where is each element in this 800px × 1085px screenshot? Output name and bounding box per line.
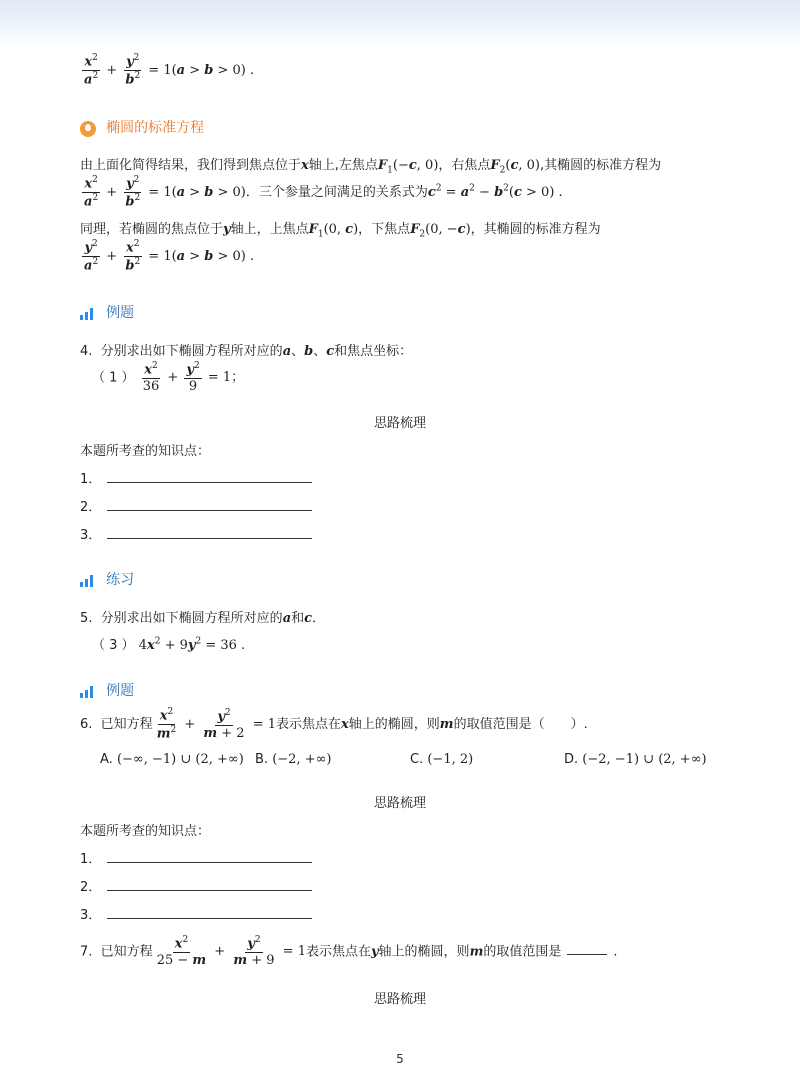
text: ，右焦点 [438,158,491,173]
example-label: 例题 [106,683,135,699]
text: 同理，若椭圆的焦点位于 [80,222,224,237]
option-c[interactable]: C. (−1, 2) [410,752,474,767]
option-b[interactable]: B. (−2, +∞) [255,752,332,767]
answer-line-1[interactable] [80,848,312,867]
option-letter: B. [255,752,269,767]
example-heading-1 [80,302,134,322]
question-6: 6. 已知方程 $\frac{x^2}{m^2}$ + $\frac{y^2}{m + 2}$ = 1表示焦点在x轴上的椭圆，则m的取值范围是（ ）. [80,707,588,742]
text: ．三个参量之间满足的关系式为 [245,184,428,200]
lightbulb-icon [80,121,96,137]
text: 轴上的椭圆，则 [378,944,470,960]
question-number: 6. [80,716,93,732]
text: 轴上,左焦点 [308,158,378,173]
text: ，其椭圆的标准方程为 [470,222,601,237]
answer-line-3[interactable] [80,904,312,923]
text: 轴上的椭圆，则 [348,716,440,732]
question-4-part-1: （ 1 ） $\frac{x^2}{36}$ + $\frac{y^2}{9}$ = 1； [92,361,245,394]
equation-ellipse-x: $\frac{x^2}{a^2}$ + $\frac{y^2}{b^2}$ = 1(a > b > 0) . [84,53,255,88]
option-a[interactable]: A. (−∞, −1) ∪ (2, +∞) [100,752,244,767]
question-5: 5. 分别求出如下椭圆方程所对应的a和c． [80,611,326,626]
example-heading-2 [80,680,134,700]
bar-chart-icon [80,686,96,698]
practice-heading [80,569,134,589]
question-number: 4. [80,344,93,359]
option-d[interactable]: D. (−2, −1) ∪ (2, +∞) [564,752,707,767]
text: 表示焦点在 [276,716,342,732]
text: 分别求出如下椭圆方程所对应的 [100,344,283,359]
thinking-title-2: 思路梳理 [373,796,426,811]
text: 已知方程 [100,716,153,732]
equation-ellipse-y: $\frac{y^2}{a^2}$ + $\frac{x^2}{b^2}$ = 1(a > b > 0) . [84,239,255,274]
practice-label: 练习 [106,572,135,588]
bar-chart-icon [80,308,96,320]
sub-label: （ 1 ） [92,370,135,386]
answer-line-2[interactable] [80,876,312,895]
line-number: 2． [80,500,102,515]
knowledge-label-1: 本题所考查的知识点： [80,444,211,459]
question-7: 7. 已知方程 $\frac{x^2}{25 - m}$ + $\frac{y^2}{m + 9}$ = 1表示焦点在y轴上的椭圆，则m的取值范围是 . [80,935,618,968]
text: 和焦点坐标： [334,344,413,359]
option-letter: C. [410,752,424,767]
example-label: 例题 [106,305,135,321]
bar-chart-icon [80,575,96,587]
question-number: 7. [80,944,93,960]
section-heading [80,117,204,137]
line-number: 1． [80,852,102,867]
line-number: 1． [80,472,102,487]
derivation-line-1: 由上面化简得结果，我们得到焦点位于x轴上,左焦点$F_1(-c$, 0)，右焦点$F_2(c$, 0),其椭圆的标准方程为 [80,158,662,176]
text: 的取值范围是（ ）. [453,716,588,732]
line-number: 3． [80,528,102,543]
answer-line-1[interactable] [80,468,312,487]
page-number: 5 [396,1052,404,1066]
text: ,其椭圆的标准方程为 [539,158,662,173]
text: 表示焦点在 [305,944,371,960]
knowledge-label-2: 本题所考查的知识点： [80,824,211,839]
sub-label: （ 3 ） [92,638,135,653]
text: 已知方程 [100,944,153,960]
line-number: 2． [80,880,102,895]
text: 由上面化简得结果，我们得到焦点位于 [80,158,302,173]
question-number: 5. [80,611,93,626]
question-5-part-3: （ 3 ） $4x^2 + 9y^2 = 36$ . [92,636,246,653]
option-letter: D. [564,752,579,767]
section-title: 椭圆的标准方程 [106,120,205,136]
option-letter: A. [100,752,113,767]
answer-line-2[interactable] [80,496,312,515]
thinking-title-1: 思路梳理 [373,416,426,431]
answer-blank[interactable] [567,944,607,955]
thinking-title-3: 思路梳理 [373,992,426,1007]
line-number: 3． [80,908,102,923]
text: 分别求出如下椭圆方程所对应的 [100,611,283,626]
derivation-line-3: 同理，若椭圆的焦点位于y轴上，上焦点$F_1(0$, c)，下焦点$F_2(0$, −c)，其椭圆的标准方程为 [80,222,601,240]
text: ，下焦点 [358,222,411,237]
page-header-band [0,0,800,46]
text: 的取值范围是 [483,944,562,960]
answer-line-3[interactable] [80,524,312,543]
text: 和 [291,611,305,626]
text: 轴上，上焦点 [230,222,309,237]
derivation-line-2: $\frac{x^2}{a^2}$ + $\frac{y^2}{b^2}$ = 1(a > b > 0)．三个参量之间满足的关系式为$c^2 = a^2 - b^2(c > 0)$ . [84,175,563,210]
question-4: 4. 分别求出如下椭圆方程所对应的a、b、c和焦点坐标： [80,344,413,359]
